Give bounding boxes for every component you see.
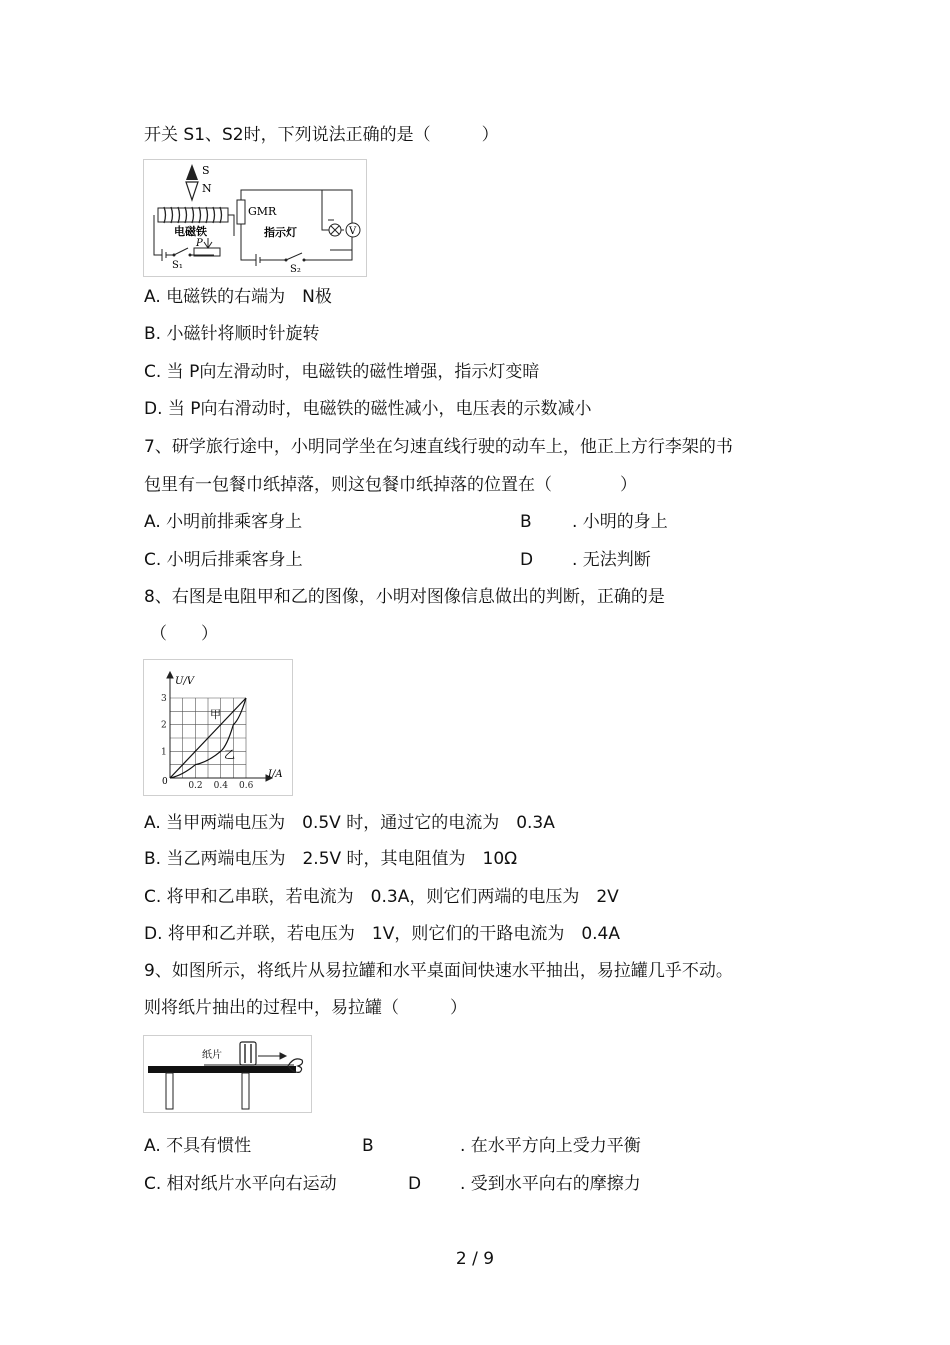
x-axis-label: I/A	[268, 769, 283, 780]
label-s2: S₂	[290, 264, 301, 275]
origin-label: 0	[162, 777, 168, 787]
q9-table-figure	[143, 1035, 312, 1113]
q7-stem-line1: 7、研学旅行途中，小明同学坐在匀速直线行驶的动车上，他正上方行李架的书	[144, 437, 733, 457]
q8-option-d: D. 将甲和乙并联，若电压为 1V，则它们的干路电流为 0.4A	[144, 924, 621, 944]
q6-option-d: D. 当 P向右滑动时，电磁铁的磁性减小，电压表的示数减小	[144, 399, 592, 419]
label-electromagnet: 电磁铁	[174, 225, 207, 238]
y-tick-label: 1	[161, 747, 167, 758]
q9-option-b-text: . 在水平方向上受力平衡	[460, 1136, 641, 1156]
can-icon	[240, 1042, 256, 1065]
x-tick-label: 0.6	[239, 781, 254, 791]
label-indicator: 指示灯	[264, 226, 297, 239]
q6-circuit-figure	[143, 159, 367, 277]
q7-option-b-text: . 小明的身上	[572, 512, 668, 532]
q7-option-b-letter: B	[520, 512, 532, 532]
q8-iu-graph	[143, 659, 293, 796]
y-axis-arrow	[167, 672, 173, 678]
label-s: S	[202, 164, 210, 177]
q8-option-c: C. 将甲和乙串联，若电流为 0.3A，则它们两端的电压为 2V	[144, 887, 619, 907]
q6-option-c: C. 当 P向左滑动时，电磁铁的磁性增强，指示灯变暗	[144, 362, 540, 382]
q7-option-d-letter: D	[520, 550, 534, 570]
q7-stem-line2: 包里有一包餐巾纸掉落，则这包餐巾纸掉落的位置在（ ）	[144, 475, 637, 495]
q8-option-a: A. 当甲两端电压为 0.5V 时，通过它的电流为 0.3A	[144, 813, 555, 833]
table-leg-left	[166, 1073, 173, 1109]
label-gmr: GMR	[248, 205, 277, 218]
q7-option-c: C. 小明后排乘客身上	[144, 550, 303, 570]
q8-option-b: B. 当乙两端电压为 2.5V 时，其电阻值为 10Ω	[144, 849, 518, 869]
q8-stem-line2: （ ）	[150, 624, 218, 644]
q9-option-b-letter: B	[362, 1136, 374, 1156]
needle-south-half	[186, 182, 198, 200]
q8-stem-line1: 8、右图是电阻甲和乙的图像，小明对图像信息做出的判断，正确的是	[144, 587, 665, 607]
q7-option-a: A. 小明前排乘客身上	[144, 512, 303, 532]
label-n: N	[202, 182, 212, 195]
q9-option-a: A. 不具有惯性	[144, 1136, 252, 1156]
x-tick-label: 0.2	[188, 781, 203, 791]
voltmeter-icon	[346, 223, 360, 237]
y-tick-label: 3	[161, 694, 167, 704]
iu-chart-svg	[144, 660, 292, 795]
label-s1: S₁	[172, 260, 183, 271]
label-p: P	[196, 238, 203, 249]
y-axis-label: U/V	[175, 676, 195, 687]
q6-option-b: B. 小磁针将顺时针旋转	[144, 324, 320, 344]
needle-north-half	[186, 164, 198, 180]
series-label-yi: 乙	[224, 748, 235, 761]
q9-option-d-letter: D	[408, 1174, 422, 1194]
table-leg-right	[242, 1073, 249, 1109]
series-label-jia: 甲	[210, 708, 221, 721]
lamp-icon	[329, 224, 341, 236]
q9-stem-line1: 9、如图所示，将纸片从易拉罐和水平桌面间快速水平抽出，易拉罐几乎不动。	[144, 961, 733, 981]
label-v: V	[349, 226, 357, 237]
label-paper: 纸片	[202, 1050, 222, 1061]
x-tick-label: 0.4	[213, 781, 228, 791]
q6-stem: 开关 S1、S2时，下列说法正确的是（ ）	[144, 125, 499, 145]
pull-arrow-icon	[258, 1053, 286, 1059]
q9-option-c: C. 相对纸片水平向右运动	[144, 1174, 337, 1194]
q7-option-d-text: . 无法判断	[572, 550, 651, 570]
table-top	[148, 1066, 296, 1073]
y-tick-label: 2	[161, 720, 167, 731]
q9-option-d-text: . 受到水平向右的摩擦力	[460, 1174, 641, 1194]
page-number: 2 / 9	[455, 1249, 495, 1269]
q9-stem-line2: 则将纸片抽出的过程中，易拉罐（ ）	[144, 998, 467, 1018]
q6-option-a: A. 电磁铁的右端为 N极	[144, 287, 332, 307]
